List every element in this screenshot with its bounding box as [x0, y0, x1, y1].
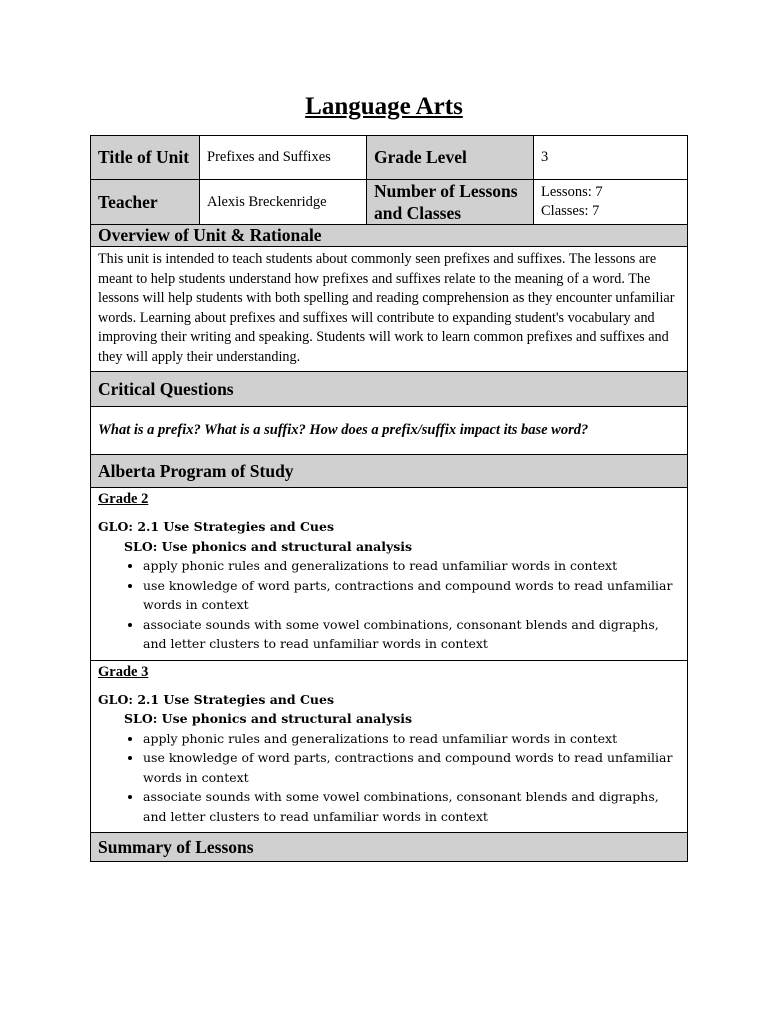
overview-body-row: [91, 247, 688, 372]
info-row-2: [91, 180, 688, 225]
critical-body-row: [91, 407, 688, 455]
classes-count: Classes: 7: [541, 203, 600, 219]
program-of-study-heading: Alberta Program of Study: [91, 455, 688, 488]
grade-level-label: Grade Level: [367, 136, 534, 180]
critical-header-row: [91, 372, 688, 407]
outcome-item: • apply phonic rules and generalizations to read unfamiliar words in context: [143, 556, 680, 576]
outcome-item: • use knowledge of word parts, contractions and compound words to read unfamiliar words in context: [143, 576, 680, 615]
outcome-item: • apply phonic rules and generalizations to read unfamiliar words in context: [143, 729, 680, 749]
grade-2-outcomes: [98, 556, 680, 654]
grade-3-slo: SLO: Use phonics and structural analysis: [124, 711, 413, 726]
outcome-item: • associate sounds with some vowel combinations, consonant blends and digraphs, and letter clusters to read unfamiliar words in context: [143, 787, 680, 826]
unit-plan-table: [90, 135, 688, 862]
title-of-unit-value: Prefixes and Suffixes: [200, 136, 367, 180]
grade-3-section: [91, 660, 688, 833]
grade-2-label: Grade 2: [98, 491, 149, 507]
grade-2-glo: GLO: 2.1 Use Strategies and Cues: [98, 519, 335, 534]
teacher-label: Teacher: [91, 180, 200, 225]
info-row-1: [91, 136, 688, 180]
grade-2-row: [91, 488, 688, 661]
grade-2-slo: SLO: Use phonics and structural analysis: [124, 538, 413, 554]
grade-2-section: [91, 488, 688, 661]
grade-3-row: [91, 660, 688, 833]
lessons-label: Number of Lessons and Classes: [367, 180, 534, 225]
outcome-item: • use knowledge of word parts, contractions and compound words to read unfamiliar words in context: [143, 748, 680, 787]
critical-questions-text: What is a prefix? What is a suffix? How does a prefix/suffix impact its base word?: [91, 407, 688, 455]
grade-level-value: 3: [534, 136, 688, 180]
page-title: Language Arts: [305, 93, 463, 120]
critical-questions-heading: Critical Questions: [91, 372, 688, 407]
overview-heading: Overview of Unit & Rationale: [91, 225, 688, 247]
summary-of-lessons-heading: Summary of Lessons: [91, 833, 688, 862]
grade-3-glo: GLO: 2.1 Use Strategies and Cues: [98, 691, 335, 707]
lessons-classes-value: [534, 180, 688, 225]
lessons-count: Lessons: 7: [541, 184, 603, 200]
teacher-value: Alexis Breckenridge: [200, 180, 367, 225]
summary-header-row: [91, 833, 688, 862]
outcome-item: • associate sounds with some vowel combinations, consonant blends and digraphs, and letter clusters to read unfamiliar words in context: [143, 615, 680, 654]
grade-3-label: Grade 3: [98, 663, 149, 680]
overview-header-row: [91, 225, 688, 247]
title-of-unit-label: Title of Unit: [91, 136, 200, 180]
overview-text: This unit is intended to teach students about commonly seen prefixes and suffixes. The lessons are meant to help students understand how prefixes and suffixes relate to the meaning of a word. The lessons will help students with both spelling and reading comprehension as they encounter unfamiliar words. Learning about prefixes and suffixes will contribute to expanding student's vocabulary and improving their writing and speaking. Students will work to learn common prefixes and suffixes and they will apply their understanding.: [91, 247, 688, 372]
grade-3-outcomes: [98, 729, 680, 827]
program-header-row: [91, 455, 688, 488]
